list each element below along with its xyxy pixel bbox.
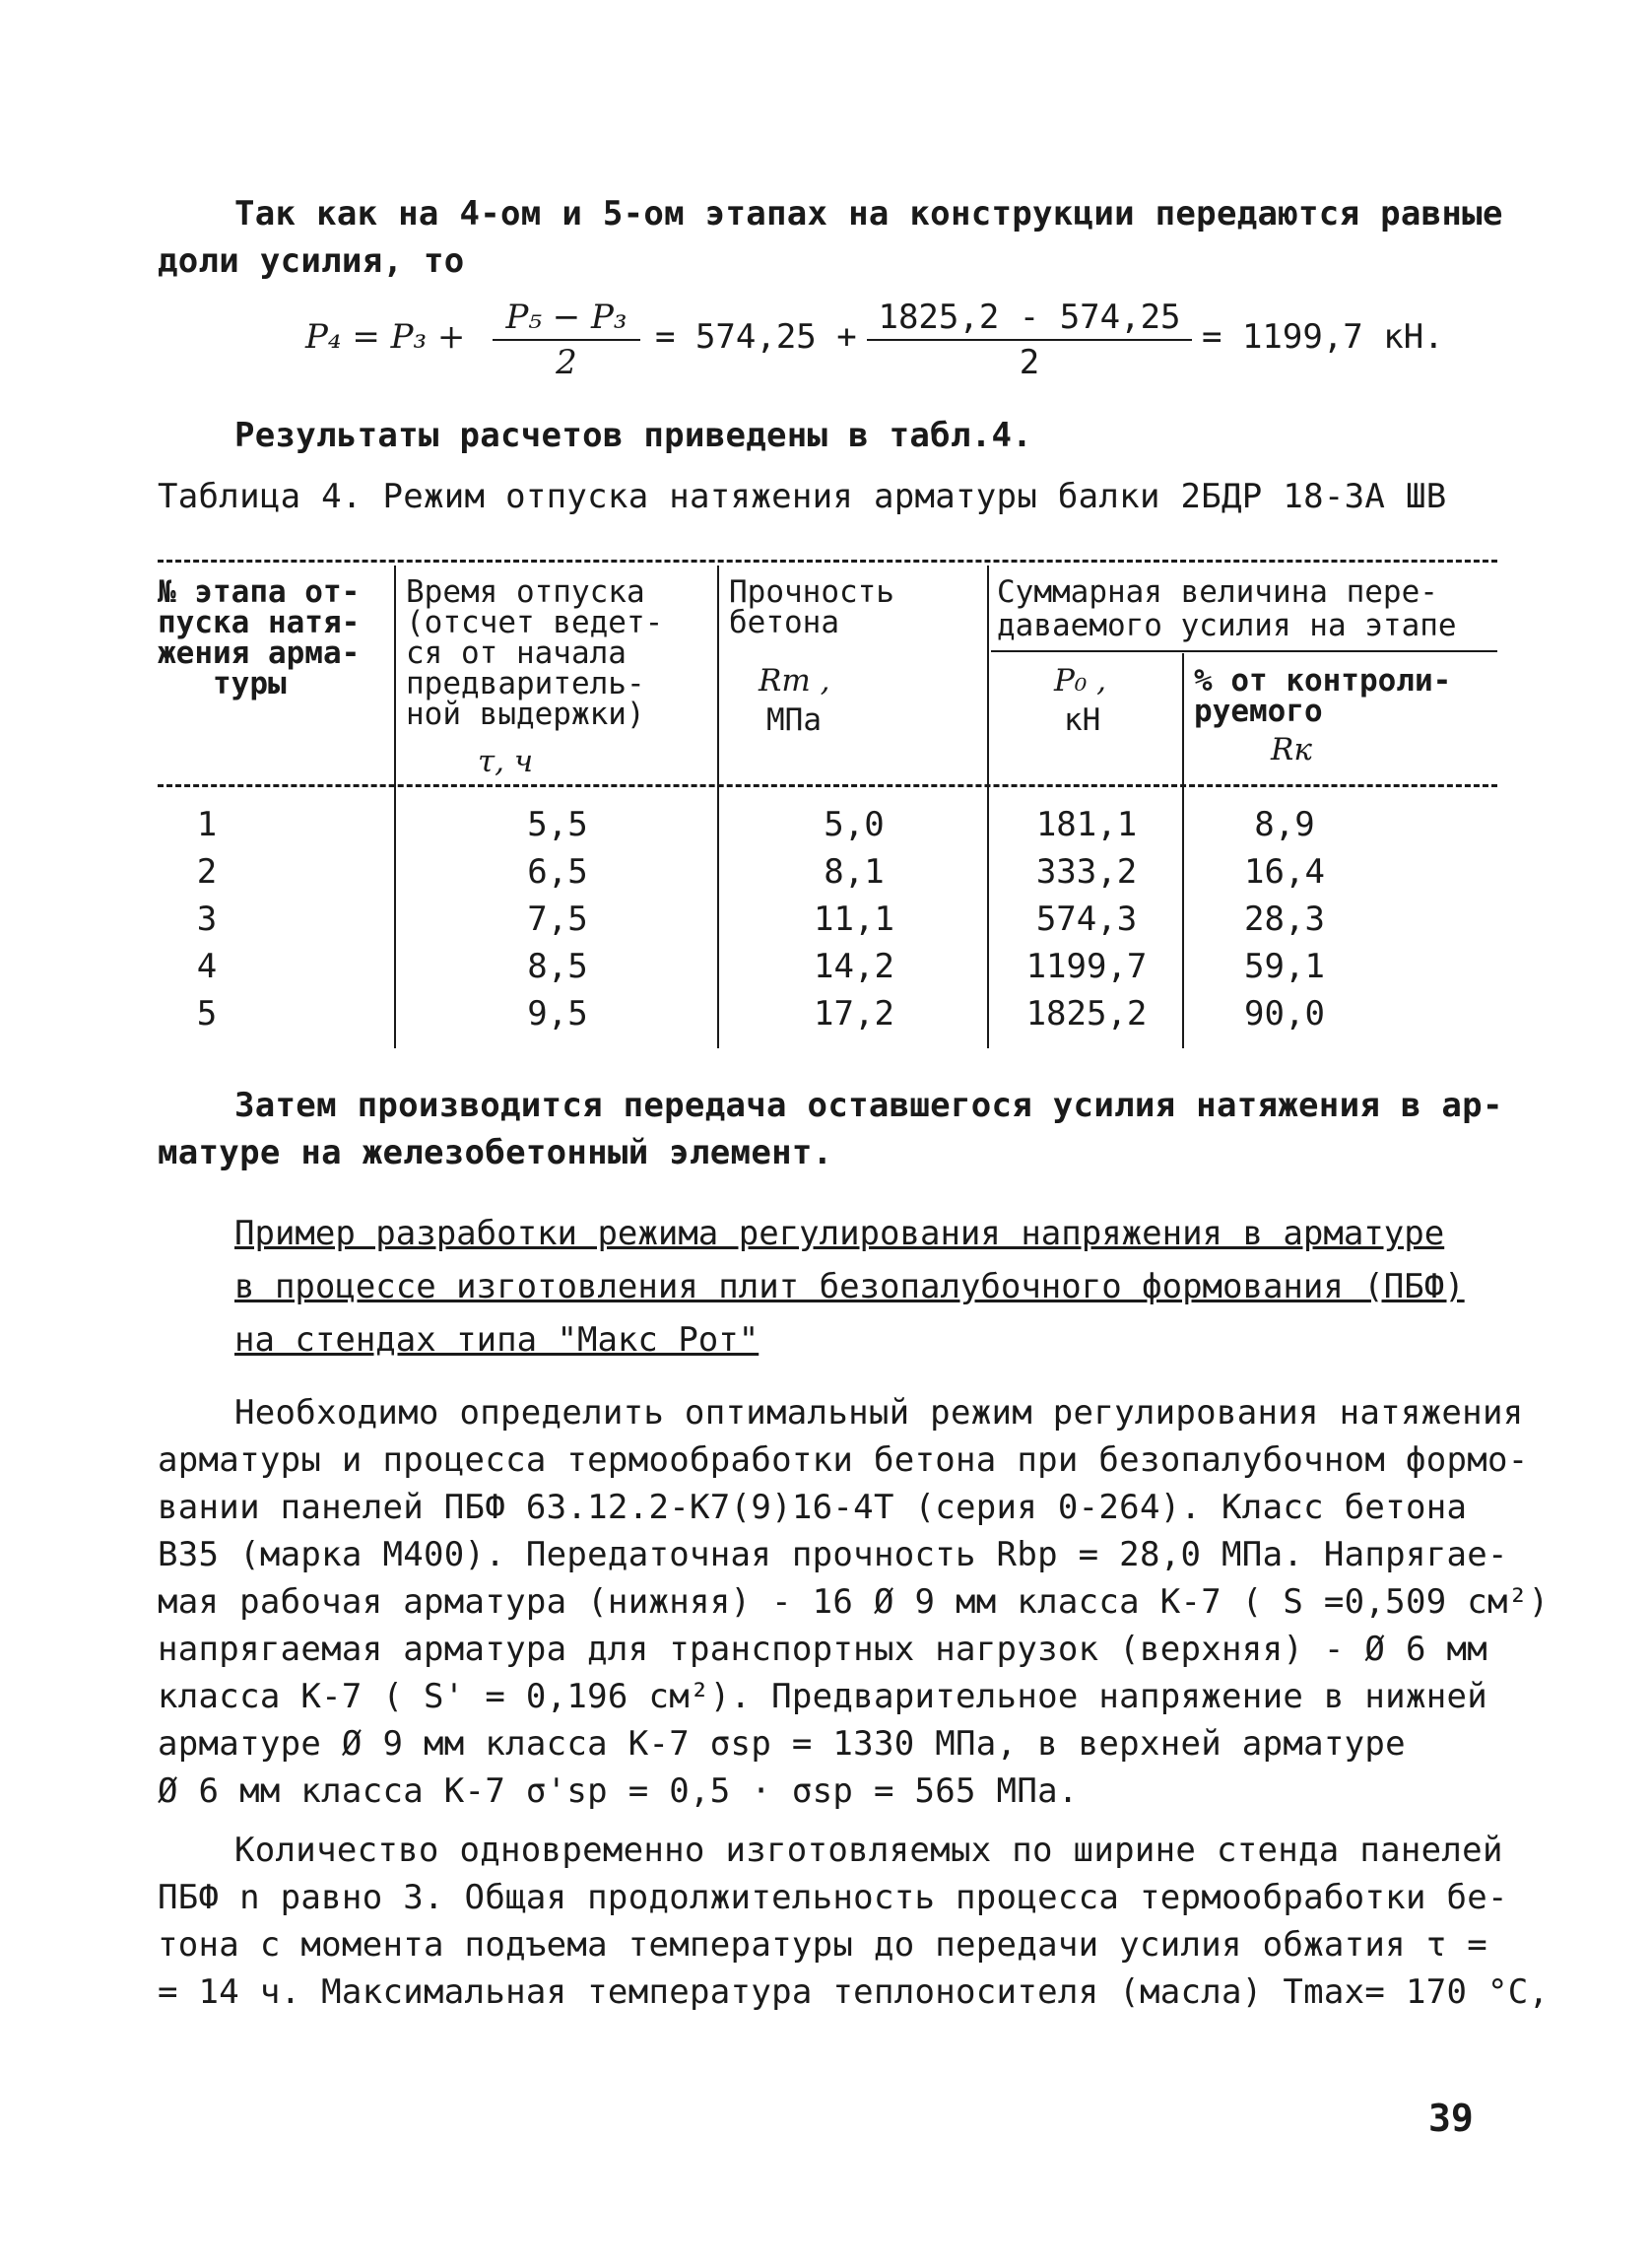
cell-time: 7,5 xyxy=(527,900,588,939)
formula-fraction-2-numerator: 1825,2 - 574,25 xyxy=(867,296,1192,341)
paragraph-2-line: тона с момента подъема температуры до передачи усилия обжатия τ = xyxy=(158,1925,1488,1965)
after-table-line-1: Затем производится передача оставшегося усилия натяжения в ар- xyxy=(234,1086,1503,1125)
cell-time: 5,5 xyxy=(527,805,588,844)
paragraph-2-line: ПБФ n равно 3. Общая продолжительность процесса термообработки бе- xyxy=(158,1878,1508,1917)
cell-time: 9,5 xyxy=(527,994,588,1034)
paragraph-1-line: класса К-7 ( S' = 0,196 см²). Предварительное напряжение в нижней xyxy=(158,1677,1488,1716)
page-number: 39 xyxy=(1428,2097,1474,2140)
stage-table xyxy=(158,560,1497,1052)
header-force-unit: кН xyxy=(1064,702,1101,738)
paragraph-1-line: арматуры и процесса термообработки бетона при безопалубочном формо- xyxy=(158,1440,1529,1480)
formula-fraction-1-numerator: P₅ − P₃ xyxy=(493,296,640,341)
col-divider-3 xyxy=(987,566,989,1048)
cell-force: 181,1 xyxy=(1035,805,1138,844)
paragraph-1-line: мая рабочая арматура (нижняя) - 16 Ø 9 мм класса К-7 ( S =0,509 см²) xyxy=(158,1582,1550,1622)
table-caption: Таблица 4. Режим отпуска натяжения арматуры балки 2БДР 18-3А ШВ xyxy=(158,477,1447,516)
formula-fraction-2 xyxy=(867,296,1192,384)
paragraph-2-line: Количество одновременно изготовляемых по ширине стенда панелей xyxy=(234,1831,1503,1870)
formula-fraction-1 xyxy=(493,296,640,384)
cell-strength: 5,0 xyxy=(824,805,885,844)
cell-force: 1199,7 xyxy=(1025,947,1148,986)
col-divider-1 xyxy=(394,566,396,1048)
table-header-rule xyxy=(158,784,1497,787)
table-top-rule xyxy=(158,560,1497,563)
formula-fraction-2-denominator: 2 xyxy=(1019,343,1040,382)
cell-strength: 11,1 xyxy=(814,900,894,939)
intro-line-1: Так как на 4-ом и 5-ом этапах на конструкции передаются равные xyxy=(234,194,1503,233)
paragraph-1-line: напрягаемая арматура для транспортных нагрузок (верхняя) - Ø 6 мм xyxy=(158,1630,1488,1669)
cell-stage: 4 xyxy=(196,947,218,986)
paragraph-1-line: вании панелей ПБФ 63.12.2-К7(9)16-4Т (серия 0-264). Класс бетона xyxy=(158,1488,1468,1527)
cell-force: 333,2 xyxy=(1035,852,1138,892)
cell-percent: 16,4 xyxy=(1244,852,1325,892)
cell-time: 6,5 xyxy=(527,852,588,892)
formula-lhs: P₄ = P₃ + xyxy=(305,317,466,357)
col-divider-4 xyxy=(1182,653,1184,1048)
cell-strength: 14,2 xyxy=(814,947,894,986)
paragraph-1-line: Необходимо определить оптимальный режим регулирования натяжения xyxy=(234,1393,1524,1433)
section-heading-line-3: на стендах типа "Макс Рот" xyxy=(234,1320,759,1360)
header-time-unit: τ, ч xyxy=(478,744,534,779)
formula-result: = 1199,7 кН. xyxy=(1202,317,1444,357)
header-time: Время отпуска (отсчет ведет- ся от начала предваритель- ной выдержки) xyxy=(406,574,664,732)
cell-percent: 59,1 xyxy=(1244,947,1325,986)
paragraph-1-line: Ø 6 мм класса К-7 σ'sp = 0,5 · σsp = 565 МПа. xyxy=(158,1771,1079,1811)
header-strength-unit: МПа xyxy=(766,702,822,738)
paragraph-2-line: = 14 ч. Максимальная температура теплоносителя (масла) Tmax= 170 °C, xyxy=(158,1972,1550,2012)
formula-fraction-1-denominator: 2 xyxy=(556,343,577,382)
section-heading-line-1: Пример разработки режима регулирования напряжения в арматуре xyxy=(234,1214,1445,1253)
cell-percent: 90,0 xyxy=(1244,994,1325,1034)
formula-eq-1: = 574,25 + xyxy=(655,317,857,357)
intro-line-2: доли усилия, то xyxy=(158,241,465,281)
cell-force: 1825,2 xyxy=(1025,994,1148,1034)
header-force-symbol: P₀ , xyxy=(1054,663,1106,699)
header-percent: % от контроли- руемого xyxy=(1194,663,1452,729)
header-group-line-2: даваемого усилия на этапе xyxy=(997,608,1457,643)
cell-percent: 8,9 xyxy=(1254,805,1315,844)
after-table-line-2: матуре на железобетонный элемент. xyxy=(158,1133,833,1172)
header-stage: № этапа от- пуска натя- жения арма- туры xyxy=(158,574,361,701)
paragraph-1-line: арматуре Ø 9 мм класса К-7 σsp = 1330 МПа, в верхней арматуре xyxy=(158,1724,1406,1764)
cell-stage: 2 xyxy=(196,852,218,892)
header-strength: Прочность бетона xyxy=(729,574,894,640)
group-header-rule xyxy=(991,650,1497,652)
cell-stage: 3 xyxy=(196,900,218,939)
cell-stage: 5 xyxy=(196,994,218,1034)
cell-force: 574,3 xyxy=(1035,900,1138,939)
section-heading-line-2: в процессе изготовления плит безопалубочного формования (ПБФ) xyxy=(234,1267,1465,1306)
cell-strength: 17,2 xyxy=(814,994,894,1034)
col-divider-2 xyxy=(717,566,719,1048)
header-percent-symbol: Rк xyxy=(1271,732,1312,767)
cell-percent: 28,3 xyxy=(1244,900,1325,939)
cell-stage: 1 xyxy=(196,805,218,844)
cell-strength: 8,1 xyxy=(824,852,885,892)
paragraph-1-line: В35 (марка М400). Передаточная прочность Rbp = 28,0 МПа. Напрягае- xyxy=(158,1535,1508,1574)
header-group-line-1: Суммарная величина пере- xyxy=(997,574,1438,610)
cell-time: 8,5 xyxy=(527,947,588,986)
header-strength-symbol: Rm , xyxy=(759,663,830,699)
results-line: Результаты расчетов приведены в табл.4. xyxy=(234,416,1033,455)
